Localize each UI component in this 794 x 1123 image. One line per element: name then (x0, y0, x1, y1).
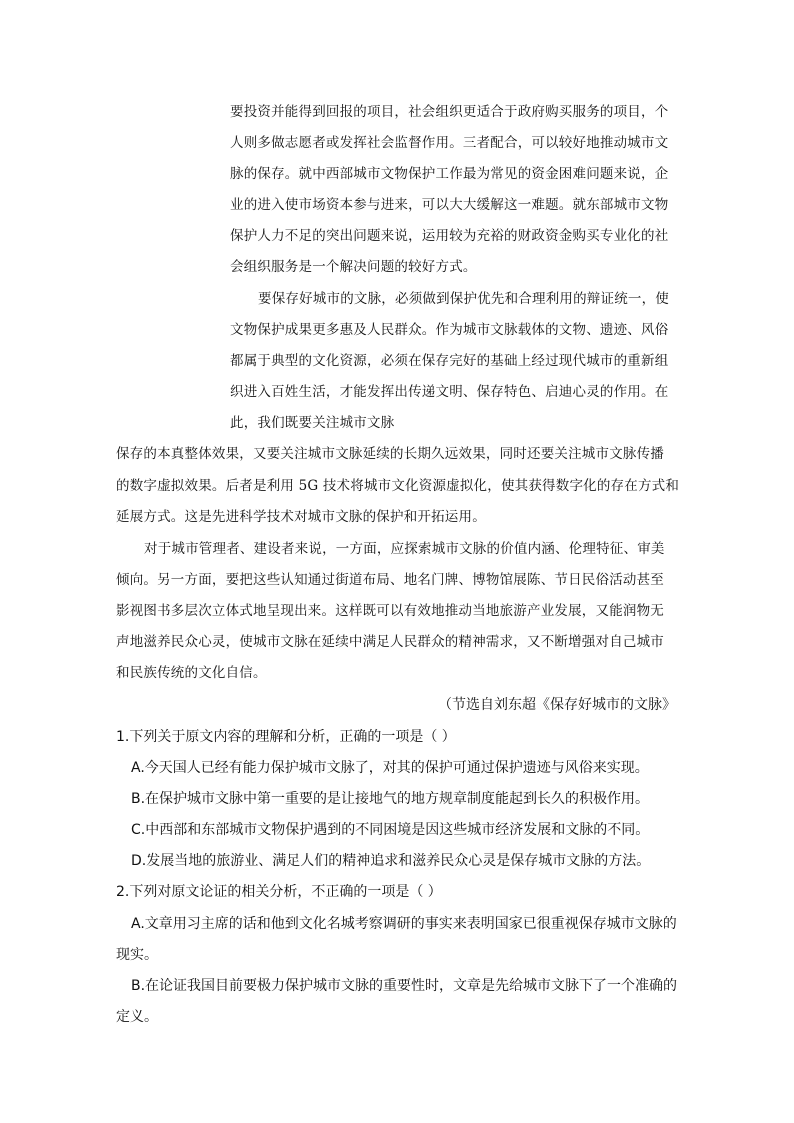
passage-line: 脉的保存。就中西部城市文物保护工作最为常见的资金困难问题来说，企 (230, 166, 669, 182)
passage-line: 此，我们既要关注城市文脉 (230, 415, 395, 431)
question-option: B.在论证我国目前要极力保护城市文脉的重要性时，文章是先给城市文脉下了一个准确的 (131, 978, 678, 994)
passage-line: 会组织服务是一个解决问题的较好方式。 (230, 259, 477, 275)
passage-line: 业的进入使市场资本参与进来，可以大大缓解这一难题。就东部城市文物 (230, 197, 669, 213)
passage-line: 影视图书多层次立体式地呈现出来。这样既可以有效地推动当地旅游产业发展，又能润物无 (116, 603, 664, 619)
passage-line: 保存的本真整体效果，又要关注城市文脉延续的长期久远效果，同时还要关注城市文脉传播 (116, 446, 664, 462)
passage-line: 人则多做志愿者或发挥社会监督作用。三者配合，可以较好地推动城市文 (230, 135, 669, 151)
passage-line: 织进入百姓生活，才能发挥出传递文明、保存特色、启迪心灵的作用。在 (230, 384, 669, 400)
question-option: D.发展当地的旅游业、满足人们的精神追求和滋养民众心灵是保存城市文脉的方法。 (131, 853, 651, 869)
question-stem: 1.下列关于原文内容的理解和分析，正确的一项是（ ） (116, 729, 456, 745)
passage-line: 保护人力不足的突出问题来说，运用较为充裕的财政资金购买专业化的社 (230, 228, 669, 244)
passage-line: 要投资并能得到回报的项目，社会组织更适合于政府购买服务的项目，个 (230, 104, 669, 120)
passage-line: 延展方式。这是先进科学技术对城市文脉的保护和开拓运用。 (116, 509, 486, 525)
passage-line: 都属于典型的文化资源，必须在保存完好的基础上经过现代城市的重新组 (230, 353, 669, 369)
question-option: 现实。 (116, 947, 158, 963)
passage-line: 声地滋养民众心灵，使城市文脉在延续中满足人民群众的精神需求，又不断增强对自己城市 (116, 634, 664, 650)
question-option: C.中西部和东部城市文物保护遇到的不同困境是因这些城市经济发展和文脉的不同。 (131, 822, 650, 838)
passage-line: 倾向。另一方面，要把这些认知通过街道布局、地名门牌、博物馆展陈、节日民俗活动甚至 (116, 572, 664, 588)
passage-line: 的数字虚拟效果。后者是利用 5G 技术将城市文化资源虚拟化，使其获得数字化的存在方式和 (116, 478, 680, 494)
question-stem: 2.下列对原文论证的相关分析，不正确的一项是（ ） (116, 884, 442, 900)
source-note: （节选自刘东超《保存好城市的文脉》 (438, 697, 676, 713)
question-option: A.今天国人已经有能力保护城市文脉了，对其的保护可通过保护遗迹与风俗来实现。 (131, 760, 649, 776)
passage-line: 和民族传统的文化自信。 (116, 665, 267, 681)
question-option: B.在保护城市文脉中第一重要的是让接地气的地方规章制度能起到长久的积极作用。 (131, 791, 650, 807)
passage-line: 文物保护成果更多惠及人民群众。作为城市文脉载体的文物、遗迹、风俗 (230, 322, 669, 338)
passage-line: 对于城市管理者、建设者来说，一方面，应探索城市文脉的价值内涵、伦理特征、审美 (144, 541, 665, 557)
passage-line: 要保存好城市的文脉，必须做到保护优先和合理利用的辩证统一，使 (258, 291, 669, 307)
question-option: A.文章用习主席的话和他到文化名城考察调研的事实来表明国家已很重视保存城市文脉的 (131, 916, 677, 932)
question-option: 定义。 (116, 1009, 158, 1025)
